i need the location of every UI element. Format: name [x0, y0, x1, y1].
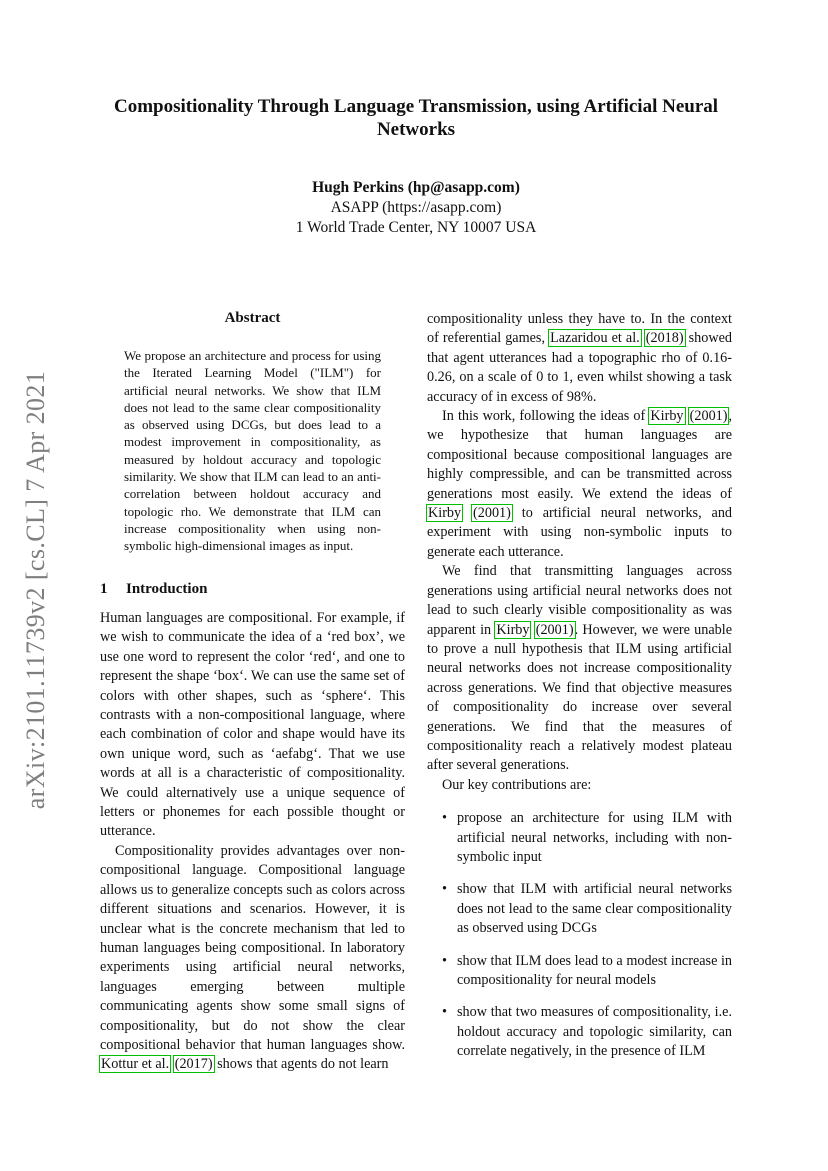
citation-link-kirby-1[interactable]: Kirby — [650, 408, 684, 425]
citation-year-link-lazaridou[interactable]: (2018) — [645, 330, 684, 347]
abstract-text: We propose an architecture and process for using the Iterated Learning Model ("ILM") for artificial neural networks. We show that ILM does not lead to the same clear compositionality as observed using DCGs, but does lead to a modest improvement in compositionality, as measured by holdout accuracy and topologic similarity. We show that ILM can lead to an anti-correlation between holdout accuracy and topologic rho. We demonstrate that ILM can increase compositionality when using non-symbolic high-dimensional images as input. — [124, 348, 381, 554]
intro-paragraph-2-tail: shows that agents do not learn — [217, 1056, 389, 1073]
list-item: • show that ILM with artificial neural networks does not lead to the same clear compositionality as observed using DCGs — [457, 880, 732, 938]
section-title: Introduction — [126, 581, 208, 597]
author-affiliation: ASAPP (https://asapp.com) — [330, 199, 502, 216]
section-number: 1 — [100, 581, 108, 597]
paper-title: Compositionality Through Language Transmission, using Artificial Neural Networks — [113, 96, 719, 140]
citation-link-kirby-3[interactable]: Kirby — [496, 621, 530, 638]
list-item: • propose an architecture for using ILM with artificial neural networks, including with non-symbolic input — [457, 809, 732, 867]
citation-year-link-kirby-3[interactable]: (2001) — [535, 621, 574, 638]
right-paragraph-3 — [427, 562, 732, 775]
list-item: • show that ILM does lead to a modest increase in compositionality for neural models — [457, 952, 732, 991]
right-p2-head: In this work, following the ideas of — [442, 408, 646, 425]
author-block — [100, 178, 732, 238]
list-item: • show that two measures of compositionality, i.e. holdout accuracy and topologic similarity, can correlate negatively, in the presence of ILM — [457, 1003, 732, 1061]
right-p2-tail: to artificial neural networks, and experiment with using non-symbolic inputs to generate each utterance. — [427, 505, 733, 560]
abstract-heading: Abstract — [224, 310, 281, 326]
right-p1-tail: showed that agent utterances had a topographic rho of 0.16-0.26, on a scale of 0 to 1, even whilst showing a task accuracy of in excess of 98%. — [427, 330, 733, 405]
right-paragraph-2 — [427, 407, 732, 562]
intro-paragraph-1: Human languages are compositional. For example, if we wish to communicate the idea of a ‘red box’, we use one word to represent the color ‘red‘, and one to represent the shape ‘box‘. We can use the same set of colors with other shapes, such as ‘sphere‘. This contrasts with a non-compositional language, where each combination of color and shape would have its own unique word, such as ‘aefabg‘. That we use words at all is a characteristic of compositionality. We could alternatively use a unique sequence of letters or phonemes for each possible thought or utterance. — [100, 610, 405, 840]
citation-year-link-kirby-2[interactable]: (2001) — [473, 505, 511, 522]
contributions-list — [427, 809, 732, 1061]
introduction-body — [100, 609, 405, 1075]
right-p1-head: compositionality unless they have to. In the context of referential games, — [427, 311, 732, 347]
citation-year-link-kottur[interactable]: (2017) — [174, 1056, 213, 1073]
citation-link-kottur[interactable]: Kottur et al. — [101, 1056, 170, 1073]
citation-link-kirby-2[interactable]: Kirby — [428, 505, 462, 522]
intro-paragraph-2-text: Compositionality provides advantages over non-compositional language. Compositional language allows us to generalize concepts such as colors across different situations and scenarios. However, it is unclear what is the concrete mechanism that led to human languages being compositional. In laboratory experiments using artificial neural networks, languages emerging between multiple communicating agents show some small signs of compositionality, but do not show the clear compositional behavior that human languages show. — [100, 842, 405, 1053]
right-p3-head: We find that transmitting languages across generations using artificial neural networks does not lead to such clearly visible compositionality as was apparent in — [427, 563, 732, 638]
arxiv-identifier-stamp: arXiv:2101.11739v2 [cs.CL] 7 Apr 2021 — [21, 370, 50, 810]
right-p3-tail: . However, we were unable to prove a null hypothesis that ILM using artificial neural networks does not increase compositionality across generations. We find that objective measures of compositionality do increase over several generations. We find that the measures of compositionality reach a relatively modest plateau after several generations. — [427, 621, 733, 774]
right-p2-mid: , we hypothesize that human languages are compositional because compositional languages are highly compressible, and can be transmitted across generations most easily. We extend the ideas of — [427, 408, 733, 502]
intro-paragraph-2 — [100, 842, 405, 1075]
right-paragraph-1 — [427, 310, 732, 407]
right-paragraph-4: Our key contributions are: — [442, 776, 592, 793]
author-name: Hugh Perkins (hp@asapp.com) — [312, 179, 520, 196]
right-column-body — [427, 310, 732, 1075]
author-address: 1 World Trade Center, NY 10007 USA — [295, 219, 537, 236]
citation-link-lazaridou[interactable]: Lazaridou et al. — [550, 330, 640, 347]
citation-year-link-kirby-1[interactable]: (2001) — [689, 408, 728, 425]
section-heading-introduction — [100, 581, 207, 598]
